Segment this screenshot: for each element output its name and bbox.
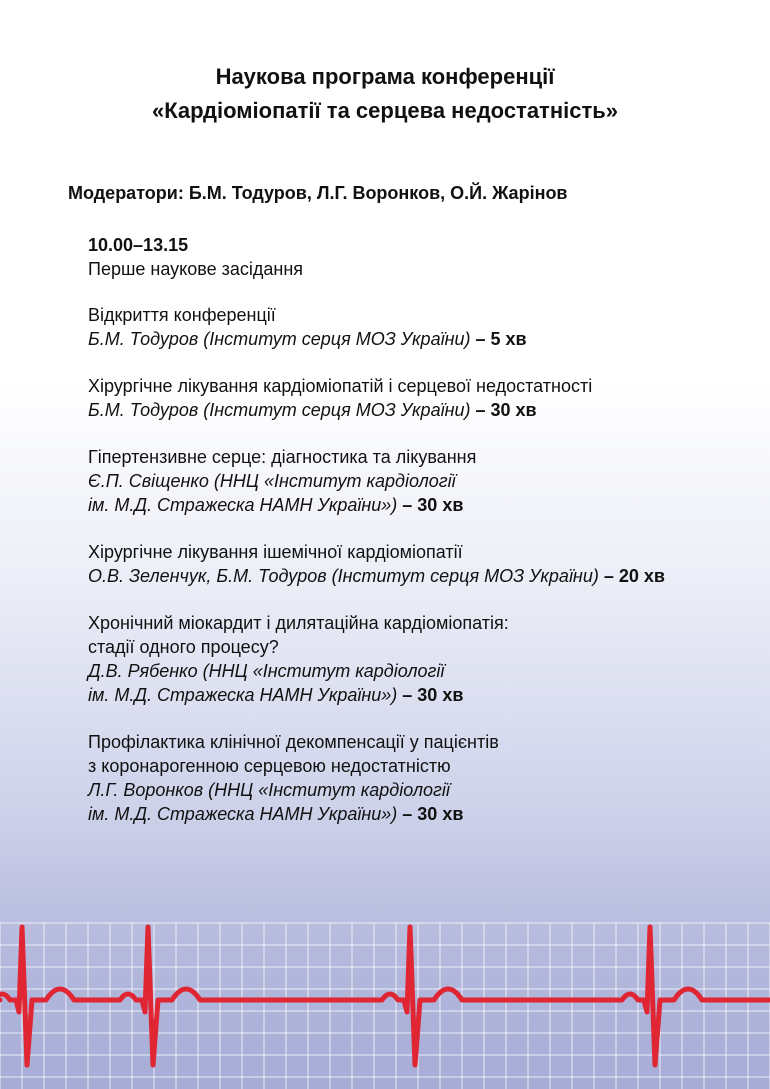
talk-speaker [88,398,748,422]
talk-title: Хронічний міокардит і дилятаційна кардіоміопатія: [88,613,509,633]
talk-title: Гіпертензивне серце: діагностика та лікування [88,447,477,467]
talk-speaker [88,564,748,588]
speaker-text: ім. М.Д. Стражеска НАМН України») [88,495,398,515]
talk-item [88,540,748,588]
talk-speaker [88,493,748,517]
ecg-heartbeat-icon [0,905,770,1089]
ecg-line [0,927,770,1065]
talk-title: Профілактика клінічної декомпенсації у пацієнтів [88,732,499,752]
talk-item [88,730,748,826]
talk-duration: – 30 хв [470,400,537,420]
page-title [0,60,770,128]
talk-item [88,303,748,351]
talk-speaker [88,802,748,826]
talk-title: Хірургічне лікування ішемічної кардіоміопатії [88,542,463,562]
speaker-text: Б.М. Тодуров (Інститут серця МОЗ України) [88,400,471,420]
title-line-1: Наукова програма конференції [215,64,555,89]
speaker-text: ім. М.Д. Стражеска НАМН України») [88,804,398,824]
talk-duration: – 30 хв [397,495,464,515]
speaker-text: ім. М.Д. Стражеска НАМН України») [88,685,398,705]
talk-speaker [88,327,748,351]
talk-title: Відкриття конференції [88,305,276,325]
talk-speaker [88,778,748,802]
title-line-2: «Кардіоміопатії та серцева недостатність» [151,98,619,123]
talk-speaker [88,469,748,493]
talk-title: стадії одного процесу? [88,637,279,657]
moderators: Модератори: Б.М. Тодуров, Л.Г. Воронков, О.Й. Жарінов [68,183,568,203]
session-time: 10.00–13.15 [88,235,189,255]
session-header [88,233,748,281]
session-name: Перше наукове засідання [88,259,304,279]
talk-item [88,611,748,707]
talk-title: з коронарогенною серцевою недостатністю [88,756,451,776]
talk-item [88,374,748,422]
talk-speaker [88,683,748,707]
talk-duration: – 30 хв [397,804,464,824]
talk-duration: – 20 хв [598,566,665,586]
talk-speaker [88,659,748,683]
talk-list [88,303,748,826]
speaker-text: Є.П. Свіщенко (ННЦ «Інститут кардіології [88,471,456,491]
speaker-text: Д.В. Рябенко (ННЦ «Інститут кардіології [88,661,445,681]
talk-title: Хірургічне лікування кардіоміопатій і серцевої недостатності [88,376,593,396]
talk-duration: – 30 хв [397,685,464,705]
talk-duration: – 5 хв [470,329,527,349]
program-content [88,233,748,849]
speaker-text: О.В. Зеленчук, Б.М. Тодуров (Інститут серця МОЗ України) [88,566,599,586]
speaker-text: Л.Г. Воронков (ННЦ «Інститут кардіології [88,780,450,800]
speaker-text: Б.М. Тодуров (Інститут серця МОЗ України) [88,329,471,349]
talk-item [88,445,748,517]
